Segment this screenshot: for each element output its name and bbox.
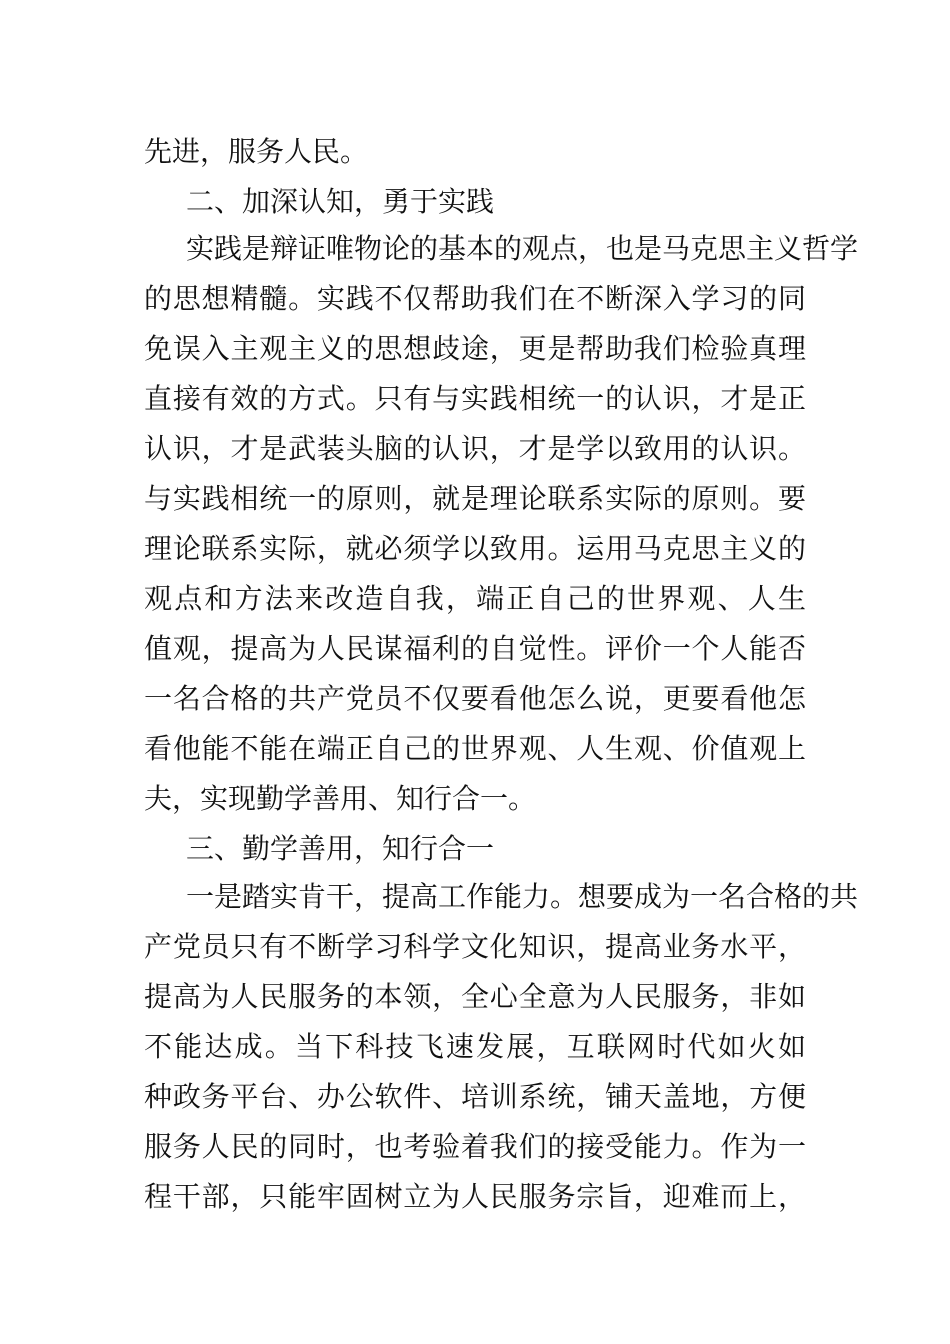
paragraph-line: 实践是辩证唯物论的基本的观点，也是马克思主义哲学 xyxy=(186,232,859,265)
section-heading: 二、加深认知，勇于实践 xyxy=(186,185,495,218)
paragraph-line: 种政务平台、办公软件、培训系统，铺天盖地，方便 xyxy=(144,1080,806,1113)
paragraph-line: 与实践相统一的原则，就是理论联系实际的原则。要 xyxy=(144,482,806,515)
paragraph-line: 服务人民的同时，也考验着我们的接受能力。作为一 xyxy=(144,1130,806,1163)
paragraph-line: 直接有效的方式。只有与实践相统一的认识，才是正 xyxy=(144,382,806,415)
paragraph-line: 一是踏实肯干，提高工作能力。想要成为一名合格的共 xyxy=(186,880,859,913)
paragraph-line: 一名合格的共产党员不仅要看他怎么说，更要看他怎 xyxy=(144,682,806,715)
section-heading: 三、勤学善用，知行合一 xyxy=(186,832,495,865)
paragraph-line: 夫，实现勤学善用、知行合一。 xyxy=(144,782,537,815)
paragraph-line: 的思想精髓。实践不仅帮助我们在不断深入学习的同 xyxy=(144,282,806,315)
paragraph-line: 观点和方法来改造自我，端正自己的世界观、人生 xyxy=(144,582,806,615)
paragraph-line: 不能达成。当下科技飞速发展，互联网时代如火如 xyxy=(144,1030,806,1063)
paragraph-line: 先进，服务人民。 xyxy=(144,135,369,168)
paragraph-line: 产党员只有不断学习科学文化知识，提高业务水平， xyxy=(144,930,806,963)
paragraph-line: 程干部，只能牢固树立为人民服务宗旨，迎难而上， xyxy=(144,1180,806,1213)
paragraph-line: 值观，提高为人民谋福利的自觉性。评价一个人能否 xyxy=(144,632,806,665)
paragraph-line: 免误入主观主义的思想歧途，更是帮助我们检验真理 xyxy=(144,332,806,365)
paragraph-line: 认识，才是武装头脑的认识，才是学以致用的认识。 xyxy=(144,432,806,465)
paragraph-line: 提高为人民服务的本领，全心全意为人民服务，非如 xyxy=(144,980,806,1013)
paragraph-line: 理论联系实际，就必须学以致用。运用马克思主义的 xyxy=(144,532,806,565)
paragraph-line: 看他能不能在端正自己的世界观、人生观、价值观上 xyxy=(144,732,806,765)
